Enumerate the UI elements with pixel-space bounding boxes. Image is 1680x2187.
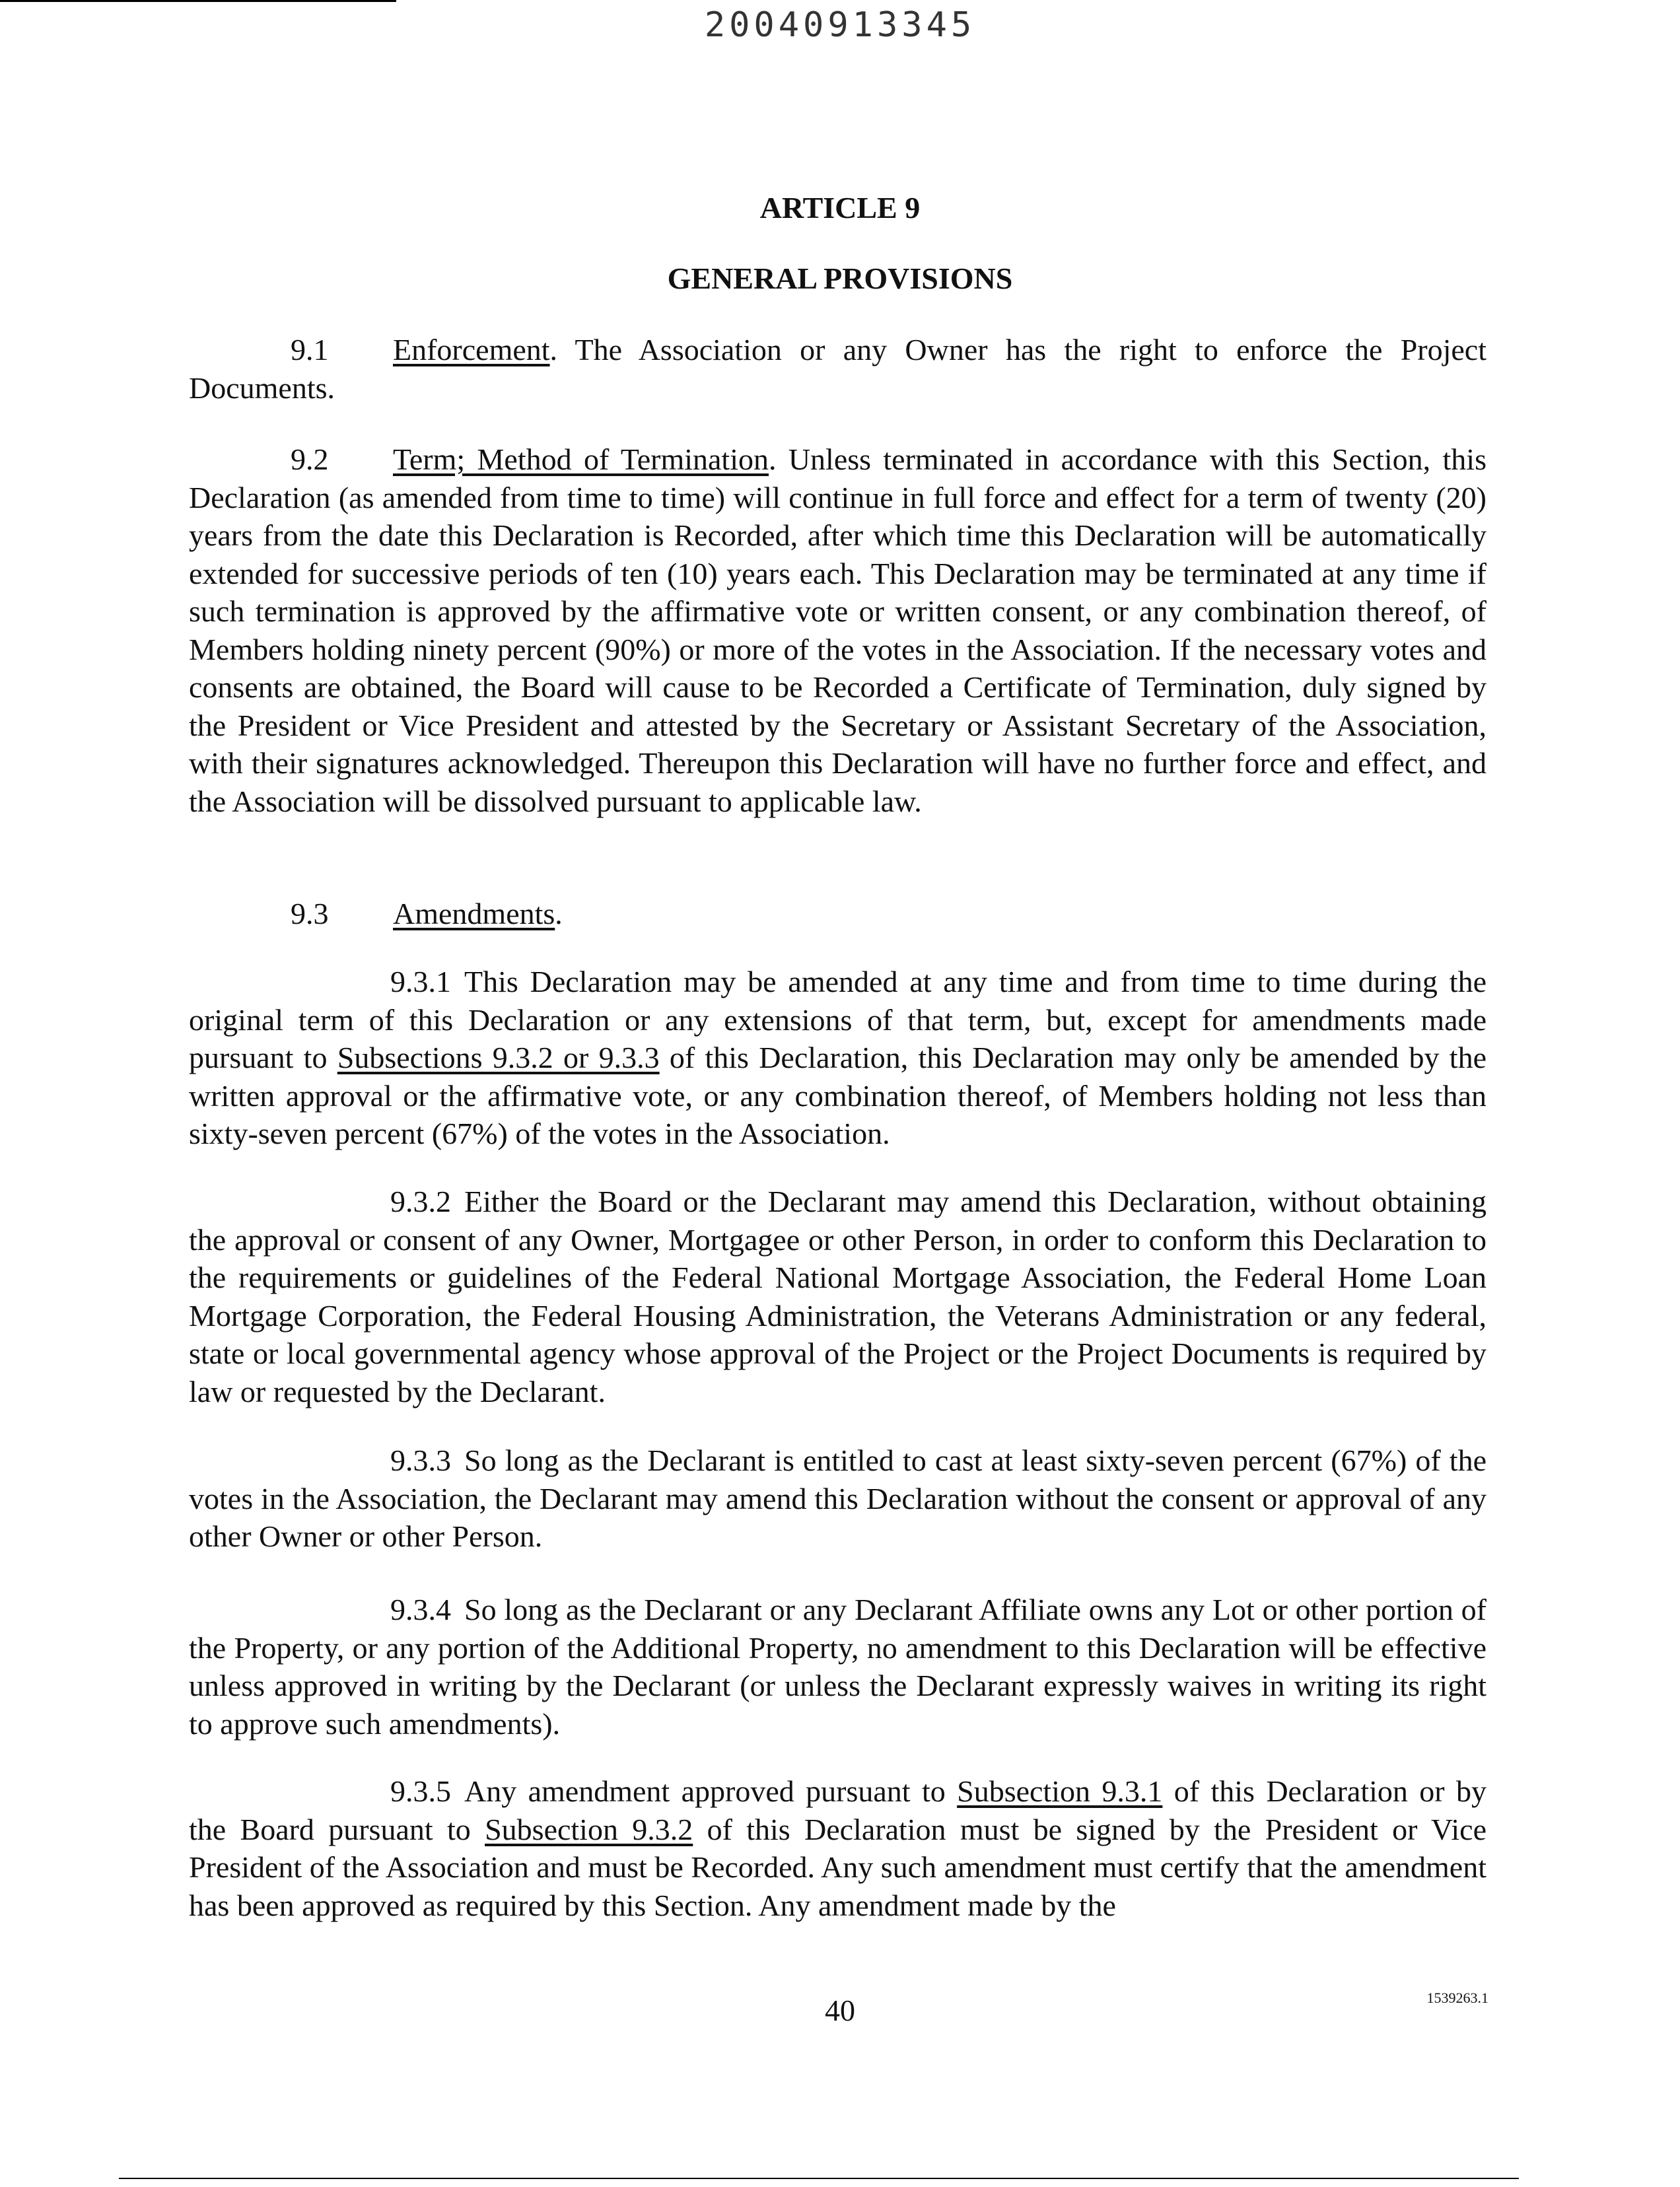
document-id: 1539263.1	[1426, 1990, 1488, 2006]
subsection-9-3-5: 9.3.5 Any amendment approved pursuant to Subsection 9.3.1 of this Declaration or by the Board pursuant to Subsection 9.3.2 of this Declaration must be signed by the President or Vice President of the Association and must be Recorded. Any such amendment must certify that the amendment has been approved as required by this Section. Any amendment made by the	[189, 1774, 1487, 1922]
section-9-2	[189, 440, 1487, 820]
subsection-9-3-1: 9.3.1 This Declaration may be amended at any time and from time to time during the original term of this Declaration or any extensions of that term, but, except for amendments made pursuant to Subsections 9.3.2 or 9.3.3 of this Declaration, this Declaration may only be amended by the written approval or the affirmative vote, or any combination thereof, of Members holding not less than sixty-seven percent (67%) of the votes in the Association.	[189, 965, 1487, 1150]
subsection-9-3-3: 9.3.3 So long as the Declarant is entitled to cast at least sixty-seven percent (67%) of the votes in the Association, the Declarant may amend this Declaration without the consent or approval of any other Owner or other Person.	[189, 1443, 1487, 1553]
subsection-number: 9.3.5	[390, 1774, 451, 1808]
section-number: 9.2	[291, 442, 329, 476]
section-number: 9.1	[291, 333, 329, 366]
cross-reference: Subsection 9.3.1	[957, 1774, 1163, 1808]
subsection-number: 9.3.1	[390, 965, 451, 998]
article-title: GENERAL PROVISIONS	[667, 261, 1013, 295]
section-number: 9.3	[291, 897, 329, 930]
cross-reference: Subsections 9.3.2 or 9.3.3	[337, 1041, 660, 1074]
article-number: ARTICLE 9	[759, 191, 921, 225]
section-text: . Unless terminated in accordance with this Section, this Declaration (as amended from time to time) will continue in full force and effect for a term of twenty (20) years from the date this Declaration is Recorded, after which time this Declaration will be automatically extended for successive periods of ten (10) years each. This Declaration may be terminated at any time if such termination is approved by the affirmative vote or written consent, or any combination thereof, of Members holding ninety percent (90%) or more of the votes in the Association. If the necessary votes and consents are obtained, the Board will cause to be Recorded a Certificate of Termination, duly signed by the President or Vice President and attested by the Secretary or Assistant Secretary of the Association, with their signatures acknowledged. Thereupon this Declaration will have no further force and effect, and the Association will be dissolved pursuant to applicable law.	[189, 442, 1487, 818]
subsection-9-3-4: 9.3.4 So long as the Declarant or any Declarant Affiliate owns any Lot or other portion of the Property, or any portion of the Additional Property, no amendment to this Declaration will be effective unless approved in writing by the Declarant (or unless the Declarant expressly waives in writing its right to approve such amendments).	[189, 1593, 1487, 1741]
section-heading: Amendments	[393, 897, 555, 930]
section-heading: Enforcement	[393, 333, 550, 366]
page-number: 40	[825, 1994, 855, 2027]
cross-reference: Subsection 9.3.2	[485, 1812, 693, 1846]
section-heading: Term; Method of Termination	[393, 442, 769, 476]
section-9-3: 9.3 Amendments.	[291, 895, 563, 933]
section-9-1	[189, 331, 1487, 407]
subsection-number: 9.3.4	[390, 1593, 451, 1626]
subsection-number: 9.3.2	[390, 1185, 451, 1218]
bottom-scan-rule	[119, 2178, 1519, 2179]
section-text: . The Association or any Owner has the right to enforce the Project Documents.	[189, 333, 1487, 405]
top-scan-rule	[0, 0, 396, 2]
subsection-9-3-2: 9.3.2 Either the Board or the Declarant may amend this Declaration, without obtaining the approval or consent of any Owner, Mortgagee or other Person, in order to conform this Declaration to the requirements or guidelines of the Federal National Mortgage Association, the Federal Home Loan Mortgage Corporation, the Federal Housing Administration, the Veterans Administration or any federal, state or local governmental agency whose approval of the Project or the Project Documents is required by law or requested by the Declarant.	[189, 1185, 1487, 1408]
recording-stamp: 20040913345	[704, 5, 976, 45]
subsection-number: 9.3.3	[390, 1443, 451, 1477]
